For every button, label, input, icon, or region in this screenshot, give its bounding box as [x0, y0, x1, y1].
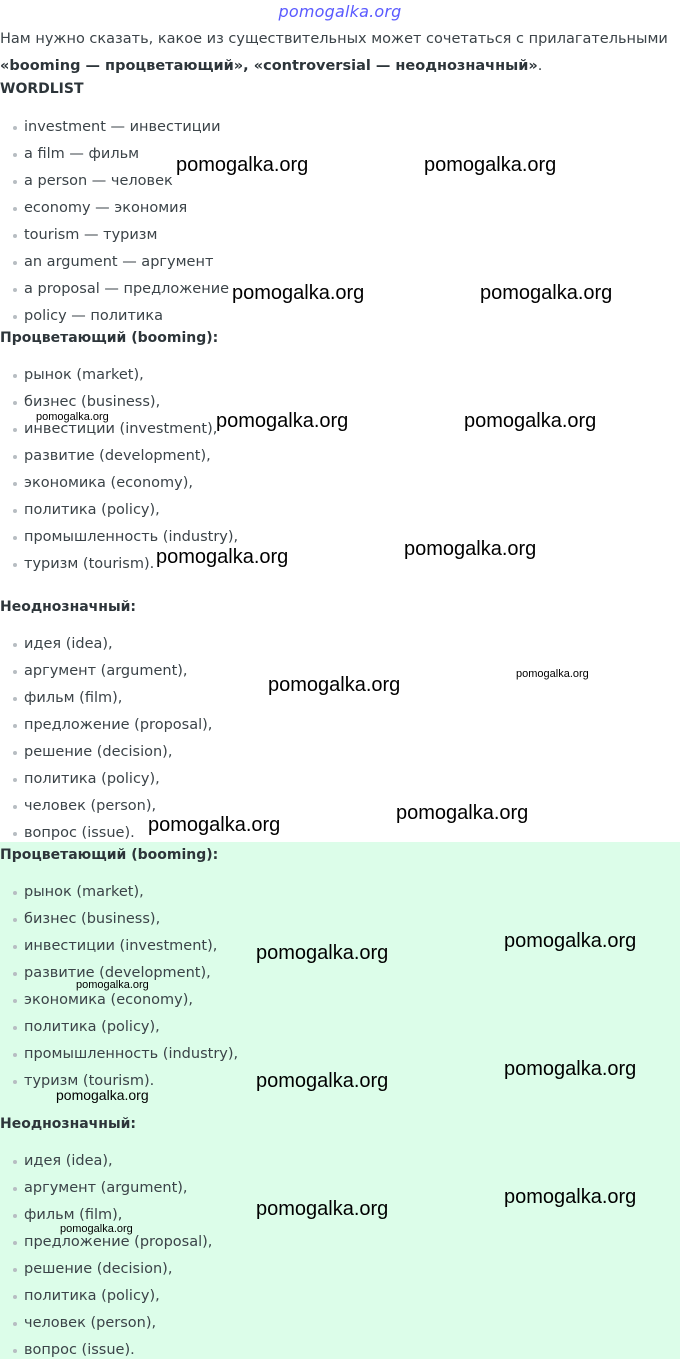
watermark: pomogalka.org [232, 282, 365, 304]
list-item: вопрос (issue). [0, 820, 212, 847]
list-item: политика (policy), [0, 1283, 212, 1310]
list-item: экономика (economy), [0, 987, 238, 1014]
list-item: предложение (proposal), [0, 712, 212, 739]
list-item: рынок (market), [0, 362, 238, 389]
watermark: pomogalka.org [424, 154, 557, 176]
watermark: pomogalka.org [76, 979, 149, 991]
list-item: промышленность (industry), [0, 524, 238, 551]
intro-end: . [537, 58, 543, 74]
list-item: развитие (development), [0, 960, 238, 987]
list-item: фильм (film), [0, 1202, 212, 1229]
list-item: an argument — аргумент [0, 249, 229, 276]
list-item: идея (idea), [0, 631, 212, 658]
watermark: pomogalka.org [256, 942, 389, 964]
list-item: предложение (proposal), [0, 1229, 212, 1256]
intro-bold-booming: «booming — процветающий» [0, 58, 244, 74]
wordlist-list [0, 114, 229, 330]
list-item: investment — инвестиции [0, 114, 229, 141]
list-item: бизнес (business), [0, 906, 238, 933]
list-item: инвестиции (investment), [0, 933, 238, 960]
answer-booming-heading: Процветающий (booming): [0, 847, 219, 863]
list-item: политика (policy), [0, 497, 238, 524]
list-item: человек (person), [0, 1310, 212, 1337]
watermark: pomogalka.org [516, 668, 589, 680]
watermark: pomogalka.org [56, 1087, 149, 1103]
watermark: pomogalka.org [268, 674, 401, 696]
list-item: a film — фильм [0, 141, 229, 168]
list-item: политика (policy), [0, 766, 212, 793]
intro-text: Нам нужно сказать, какое из существительных может сочетаться с прилагательными [0, 31, 668, 47]
watermark: pomogalka.org [60, 1223, 133, 1235]
wordlist-heading: WORDLIST [0, 81, 84, 97]
list-item: туризм (tourism). [0, 1068, 238, 1095]
list-item: аргумент (argument), [0, 1175, 212, 1202]
watermark: pomogalka.org [396, 802, 529, 824]
list-item: tourism — туризм [0, 222, 229, 249]
list-item: фильм (film), [0, 685, 212, 712]
controversial-heading: Неоднозначный: [0, 599, 137, 615]
list-item: промышленность (industry), [0, 1041, 238, 1068]
list-item: политика (policy), [0, 1014, 238, 1041]
list-item: a proposal — предложение [0, 276, 229, 303]
answer-controversial-list [0, 1148, 212, 1364]
intro-separator: , [243, 58, 254, 74]
list-item: решение (decision), [0, 739, 212, 766]
watermark: pomogalka.org [156, 546, 289, 568]
list-item: человек (person), [0, 793, 212, 820]
booming-heading: Процветающий (booming): [0, 330, 219, 346]
intro-bold-controversial: «controversial — неоднозначный» [253, 58, 538, 74]
answer-controversial-heading: Неоднозначный: [0, 1116, 137, 1132]
list-item: экономика (economy), [0, 470, 238, 497]
watermark: pomogalka.org [404, 538, 537, 560]
list-item: бизнес (business), [0, 389, 238, 416]
watermark: pomogalka.org [464, 410, 597, 432]
list-item: policy — политика [0, 303, 229, 330]
watermark: pomogalka.org [504, 930, 637, 952]
watermark: pomogalka.org [36, 411, 109, 423]
watermark: pomogalka.org [480, 282, 613, 304]
watermark: pomogalka.org [504, 1058, 637, 1080]
list-item: аргумент (argument), [0, 658, 212, 685]
watermark: pomogalka.org [148, 814, 281, 836]
list-item: a person — человек [0, 168, 229, 195]
list-item: economy — экономия [0, 195, 229, 222]
list-item: рынок (market), [0, 879, 238, 906]
list-item: решение (decision), [0, 1256, 212, 1283]
list-item: туризм (tourism). [0, 551, 238, 578]
list-item: вопрос (issue). [0, 1337, 212, 1364]
watermark: pomogalka.org [504, 1186, 637, 1208]
task-intro [0, 26, 675, 80]
watermark: pomogalka.org [216, 410, 349, 432]
list-item: идея (idea), [0, 1148, 212, 1175]
site-logo: pomogalka.org [278, 2, 402, 21]
list-item: развитие (development), [0, 443, 238, 470]
watermark: pomogalka.org [256, 1198, 389, 1220]
watermark: pomogalka.org [256, 1070, 389, 1092]
watermark: pomogalka.org [176, 154, 309, 176]
list-item: инвестиции (investment), [0, 416, 238, 443]
